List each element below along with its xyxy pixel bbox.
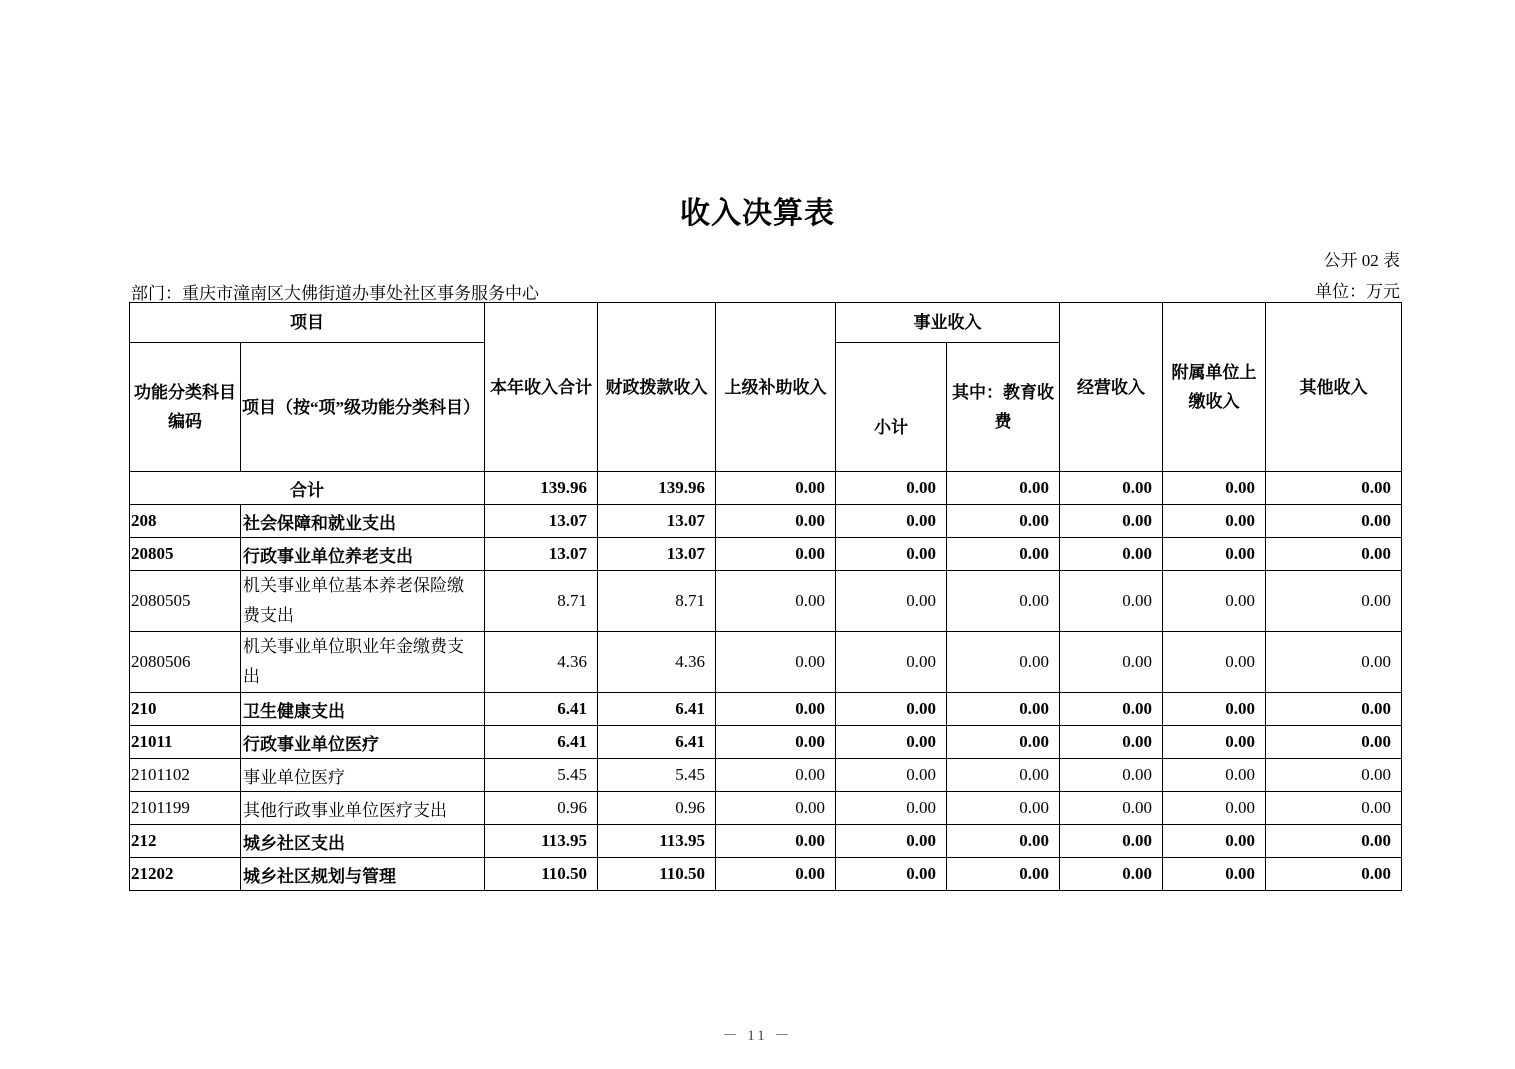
row-value: 0.00 [1163, 632, 1266, 693]
total-cell: 0.00 [836, 472, 947, 505]
row-value: 0.00 [836, 858, 947, 891]
row-value: 0.00 [1060, 693, 1163, 726]
row-value: 113.95 [485, 825, 598, 858]
table-row [130, 858, 1402, 891]
row-value: 0.00 [1266, 693, 1402, 726]
row-value: 8.71 [598, 571, 716, 632]
total-cell: 139.96 [598, 472, 716, 505]
row-value: 0.00 [836, 632, 947, 693]
row-value: 6.41 [598, 693, 716, 726]
row-value: 0.00 [947, 571, 1060, 632]
total-cell: 139.96 [485, 472, 598, 505]
row-value: 0.00 [836, 505, 947, 538]
table-row [130, 693, 1402, 726]
row-code: 208 [130, 505, 241, 538]
row-value: 0.00 [1163, 538, 1266, 571]
row-value: 0.00 [1266, 538, 1402, 571]
row-value: 113.95 [598, 825, 716, 858]
row-value: 0.00 [947, 759, 1060, 792]
table-row [130, 505, 1402, 538]
header-total: 本年收入合计 [485, 303, 598, 472]
unit-label: 单位：万元 [1315, 282, 1400, 301]
header-code: 功能分类科目编码 [130, 343, 241, 472]
row-name: 卫生健康支出 [241, 693, 485, 726]
table-row [130, 726, 1402, 759]
table-row [130, 825, 1402, 858]
row-value: 13.07 [598, 538, 716, 571]
page-title: 收入决算表 [680, 197, 835, 230]
row-value: 6.41 [598, 726, 716, 759]
row-value: 0.00 [1266, 792, 1402, 825]
row-value: 0.00 [947, 538, 1060, 571]
row-value: 0.00 [1266, 759, 1402, 792]
row-value: 0.00 [1060, 632, 1163, 693]
row-value: 0.00 [716, 825, 836, 858]
row-code: 20805 [130, 538, 241, 571]
row-value: 0.00 [716, 538, 836, 571]
row-value: 0.00 [1060, 825, 1163, 858]
row-value: 0.00 [947, 505, 1060, 538]
header-other: 其他收入 [1266, 303, 1402, 472]
row-value: 0.00 [1266, 505, 1402, 538]
row-value: 4.36 [598, 632, 716, 693]
row-value: 0.00 [1163, 726, 1266, 759]
row-code: 21202 [130, 858, 241, 891]
row-value: 0.00 [1163, 571, 1266, 632]
row-code: 210 [130, 693, 241, 726]
row-value: 0.00 [947, 825, 1060, 858]
row-value: 0.96 [598, 792, 716, 825]
row-value: 0.00 [836, 538, 947, 571]
total-cell: 0.00 [1163, 472, 1266, 505]
row-value: 0.00 [1266, 726, 1402, 759]
table-row [130, 632, 1402, 693]
header-fiscal: 财政拨款收入 [598, 303, 716, 472]
row-value: 0.00 [716, 858, 836, 891]
row-code: 2101199 [130, 792, 241, 825]
row-code: 212 [130, 825, 241, 858]
row-value: 0.00 [1163, 505, 1266, 538]
row-name: 机关事业单位基本养老保险缴费支出 [241, 571, 485, 632]
row-value: 0.00 [1060, 726, 1163, 759]
row-code: 2101102 [130, 759, 241, 792]
row-value: 5.45 [485, 759, 598, 792]
row-value: 0.00 [947, 858, 1060, 891]
row-value: 0.00 [836, 825, 947, 858]
row-value: 0.00 [1163, 792, 1266, 825]
row-value: 0.00 [947, 632, 1060, 693]
row-value: 13.07 [485, 505, 598, 538]
row-value: 0.00 [947, 726, 1060, 759]
header-business-income: 事业收入 [836, 303, 1060, 343]
total-label: 合计 [130, 472, 485, 505]
page-number: － 11 － [722, 1028, 793, 1044]
row-value: 0.00 [1266, 858, 1402, 891]
row-value: 0.00 [836, 759, 947, 792]
row-value: 0.00 [1266, 825, 1402, 858]
row-value: 4.36 [485, 632, 598, 693]
total-cell: 0.00 [947, 472, 1060, 505]
row-name: 其他行政事业单位医疗支出 [241, 792, 485, 825]
row-name: 机关事业单位职业年金缴费支出 [241, 632, 485, 693]
row-value: 0.00 [1266, 632, 1402, 693]
table-row [130, 792, 1402, 825]
row-value: 0.00 [716, 759, 836, 792]
row-value: 0.00 [836, 571, 947, 632]
row-name: 行政事业单位养老支出 [241, 538, 485, 571]
header-subtotal: 小计 [836, 343, 947, 472]
row-code: 2080505 [130, 571, 241, 632]
row-value: 0.00 [1163, 825, 1266, 858]
row-value: 0.00 [947, 792, 1060, 825]
row-value: 0.00 [1060, 858, 1163, 891]
row-value: 110.50 [598, 858, 716, 891]
row-value: 0.00 [1163, 759, 1266, 792]
row-value: 0.00 [1060, 538, 1163, 571]
header-operating: 经营收入 [1060, 303, 1163, 472]
row-value: 6.41 [485, 726, 598, 759]
row-name: 社会保障和就业支出 [241, 505, 485, 538]
department-label: 部门：重庆市潼南区大佛街道办事处社区事务服务中心 [131, 284, 539, 303]
income-final-account-table [129, 302, 1402, 891]
row-value: 0.00 [947, 693, 1060, 726]
row-value: 8.71 [485, 571, 598, 632]
header-education: 其中：教育收费 [947, 343, 1060, 472]
row-value: 0.00 [716, 632, 836, 693]
row-name: 城乡社区支出 [241, 825, 485, 858]
row-value: 0.00 [716, 693, 836, 726]
row-value: 13.07 [598, 505, 716, 538]
row-value: 0.00 [716, 571, 836, 632]
row-value: 13.07 [485, 538, 598, 571]
total-cell: 0.00 [716, 472, 836, 505]
row-value: 6.41 [485, 693, 598, 726]
table-row [130, 538, 1402, 571]
header-project: 项目 [130, 303, 485, 343]
table-row [130, 759, 1402, 792]
row-value: 0.00 [1266, 571, 1402, 632]
row-value: 0.00 [1163, 693, 1266, 726]
row-value: 0.00 [836, 693, 947, 726]
row-value: 0.00 [1060, 759, 1163, 792]
row-value: 0.00 [1060, 792, 1163, 825]
total-cell: 0.00 [1060, 472, 1163, 505]
row-value: 0.00 [836, 726, 947, 759]
row-value: 0.00 [716, 726, 836, 759]
row-value: 5.45 [598, 759, 716, 792]
total-cell: 0.00 [1266, 472, 1402, 505]
form-number: 公开 02 表 [1323, 251, 1400, 270]
header-name: 项目（按“项”级功能分类科目） [241, 343, 485, 472]
row-code: 2080506 [130, 632, 241, 693]
row-value: 0.00 [716, 792, 836, 825]
row-value: 0.00 [1060, 571, 1163, 632]
row-name: 城乡社区规划与管理 [241, 858, 485, 891]
header-superior: 上级补助收入 [716, 303, 836, 472]
row-name: 行政事业单位医疗 [241, 726, 485, 759]
total-row [130, 472, 1402, 505]
row-value: 0.00 [1060, 505, 1163, 538]
row-value: 0.00 [716, 505, 836, 538]
row-value: 0.00 [1163, 858, 1266, 891]
row-value: 0.00 [836, 792, 947, 825]
header-affiliated: 附属单位上缴收入 [1163, 303, 1266, 472]
row-value: 0.96 [485, 792, 598, 825]
table-row [130, 571, 1402, 632]
row-name: 事业单位医疗 [241, 759, 485, 792]
row-value: 110.50 [485, 858, 598, 891]
row-code: 21011 [130, 726, 241, 759]
